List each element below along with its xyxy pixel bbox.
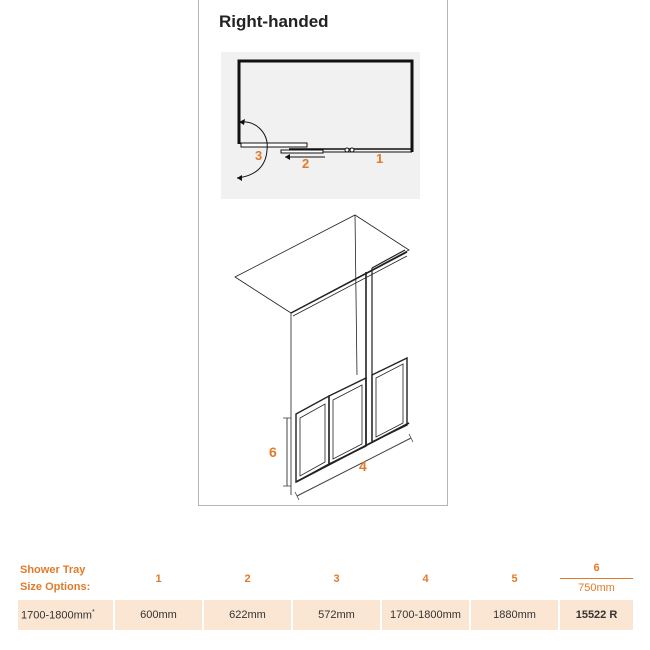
header-label-line1: Shower Tray [20, 564, 86, 576]
size-options-table [16, 560, 635, 630]
column-header-3: 3 [333, 573, 340, 585]
cell-col-1: 600mm [115, 598, 202, 630]
isometric-view [199, 0, 449, 506]
column-header-6-sub: 750mm [578, 582, 615, 594]
iso-label-6: 6 [269, 444, 277, 460]
panel-title: Right-handed [219, 12, 329, 31]
plan-label-3: 3 [255, 148, 263, 163]
plan-label-1: 1 [376, 151, 384, 166]
cell-col-5: 1880mm [471, 598, 558, 630]
column-header-4: 4 [422, 573, 429, 585]
plan-label-2: 2 [302, 156, 310, 171]
column-header-2: 2 [244, 573, 251, 585]
table-row [18, 598, 633, 630]
bottom-track [296, 423, 409, 482]
column-header-5: 5 [511, 573, 518, 585]
cell-col-2: 622mm [204, 598, 291, 630]
top-rail [291, 252, 407, 313]
cell-product-code: 15522 R [560, 598, 633, 630]
column-header-6-number: 6 [560, 562, 633, 579]
table-header-label [18, 560, 113, 598]
cell-col-4: 1700-1800mm [382, 598, 469, 630]
tray-size-note: * [91, 608, 95, 616]
tray-size-value: 1700-1800mm [21, 609, 92, 622]
cell-tray-size [18, 598, 113, 630]
back-wall-corner [355, 215, 357, 375]
header-label-line2: Size Options: [20, 581, 91, 593]
cell-col-3: 572mm [293, 598, 380, 630]
width-dimension [297, 438, 411, 496]
column-header-6 [560, 560, 633, 598]
table-header-row [18, 560, 633, 598]
iso-label-4: 4 [359, 458, 367, 474]
diagram-panel [198, 0, 448, 506]
column-header-1: 1 [155, 573, 162, 585]
